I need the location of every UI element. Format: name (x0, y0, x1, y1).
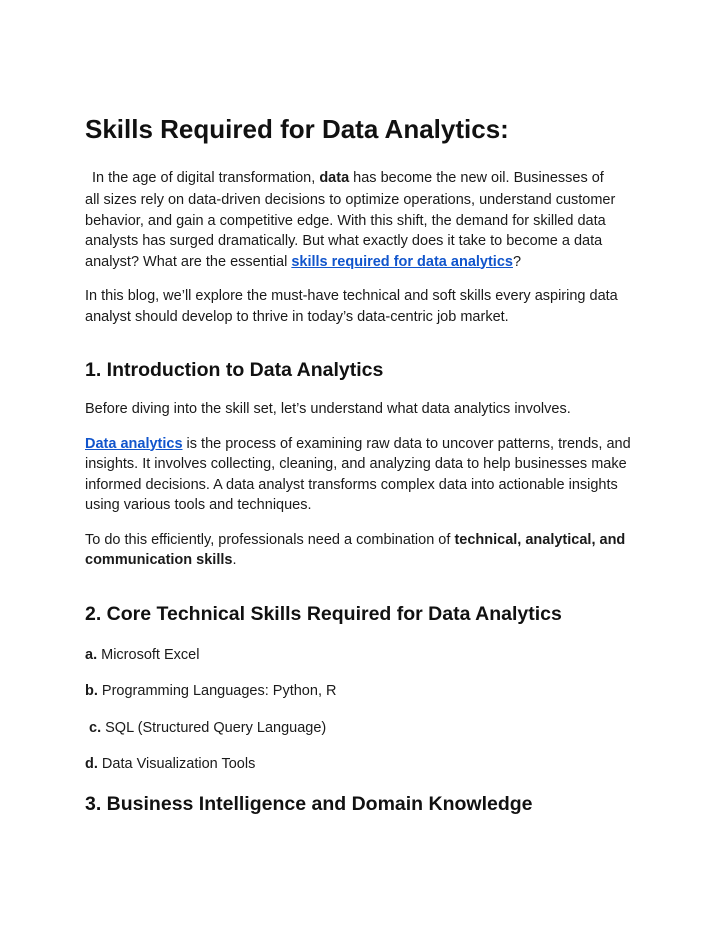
skill-item-programming (85, 681, 634, 701)
intro-paragraph (85, 166, 634, 272)
skill-letter: c. (89, 719, 102, 736)
data-analytics-paragraph (85, 434, 634, 516)
skill-letter: a. (85, 646, 98, 663)
intro-line1-pre: In the age of digital transformation, (92, 170, 320, 186)
skill-text: Programming Languages: Python, R (97, 683, 337, 699)
section-heading-core-skills: 2. Core Technical Skills Required for Data Analytics (85, 602, 562, 625)
to-do-paragraph (85, 530, 634, 571)
skill-item-excel (85, 645, 634, 665)
to-do-pre: To do this efficiently, professionals need a combination of (85, 531, 455, 548)
intro-rest-post: ? (512, 253, 522, 270)
skills-bold: technical, analytical, and communication skills (85, 531, 626, 568)
data-analytics-link[interactable]: Data analytics (85, 435, 183, 452)
section-heading-introduction: 1. Introduction to Data Analytics (85, 359, 384, 381)
skill-text: Data Visualization Tools (97, 756, 256, 772)
intro-rest-pre: all sizes rely on data-driven decisions to optimize operations, understand customer behavior, and gain a competitive edge. With this shift, the demand for skilled data analysts has surged dramatically. But what exactly does it take to become a data analyst? What are the essential (85, 192, 616, 270)
blog-paragraph: In this blog, we’ll explore the must-have technical and soft skills every aspiring data analyst should develop to thrive in today’s data-centric job market. (85, 288, 618, 325)
skills-link[interactable]: skills required for data analytics (291, 253, 513, 270)
before-paragraph: Before diving into the skill set, let’s understand what data analytics involves. (85, 401, 571, 417)
skill-text: SQL (Structured Query Language) (101, 719, 327, 736)
section-heading-business-intelligence: 3. Business Intelligence and Domain Knowledge (85, 792, 533, 815)
intro-line1-post: has become the new oil. Businesses of (349, 170, 604, 186)
skill-item-sql (85, 718, 634, 738)
to-do-post: . (232, 552, 237, 568)
skill-letter: d. (85, 756, 98, 772)
page-title: Skills Required for Data Analytics: (85, 114, 509, 144)
data-analytics-text: is the process of examining raw data to uncover patterns, trends, and insights. It involves collecting, cleaning, and analyzing data to help businesses make informed decisions. A data analyst transforms complex data into actionable insights using various tools and techniques. (85, 435, 631, 513)
intro-first-line (85, 166, 634, 190)
skill-item-visualization (85, 754, 634, 774)
skill-text: Microsoft Excel (97, 646, 200, 663)
intro-bold-data: data (319, 170, 350, 186)
skill-letter: b. (85, 683, 98, 699)
